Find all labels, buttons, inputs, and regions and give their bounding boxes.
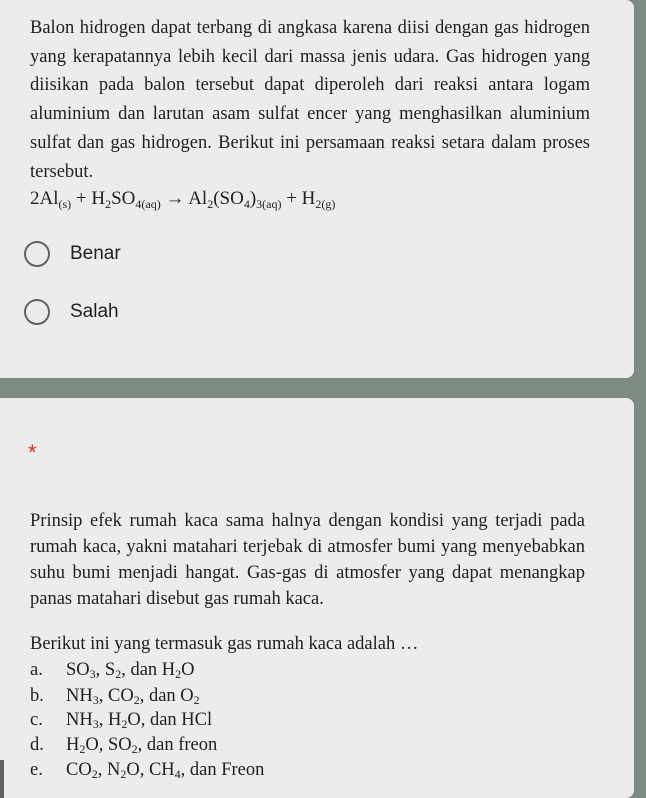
choice-c: c. $NH_3$, $H_2O$, dan HCl — [30, 710, 213, 731]
question-2-text: Prinsip efek rumah kaca sama halnya dengan kondisi yang terjadi pada rumah kaca, yakni matahari terjebak di atmosfer bumi yang menyebabkan suhu bumi menjadi hangat. Gas-gas di atmosfer yang dapat menangkap panas matahari disebut gas rumah kaca. — [30, 511, 585, 609]
question-2-lead: Berikut ini yang termasuk gas rumah kaca adalah … — [30, 634, 419, 654]
reaction-equation: $2Al_{(s)} + H_2SO_{4(aq)} \to Al_2(SO_4)_{3(aq)} + H_{2(g)}$ — [30, 188, 336, 211]
option-benar[interactable] — [24, 239, 121, 269]
choice-e: e. $CO_2$, $N_2O$, $CH_4$, dan Freon — [30, 760, 265, 781]
radio-benar[interactable] — [24, 241, 50, 267]
choice-a: a. $SO_3$, $S_2$, dan $H_2O$ — [30, 660, 195, 681]
question-card-1 — [0, 0, 634, 378]
option-salah[interactable] — [24, 297, 119, 327]
radio-salah[interactable] — [24, 299, 50, 325]
option-salah-label: Salah — [70, 301, 119, 322]
left-edge-bar — [0, 760, 4, 798]
required-marker: * — [28, 440, 37, 465]
choice-d: d. $H_2O$, $SO_2$, dan freon — [30, 735, 218, 756]
question-1-text: Balon hidrogen dapat terbang di angkasa karena diisi dengan gas hidrogen yang kerapatannya lebih kecil dari massa jenis udara. Gas hidrogen yang diisikan pada balon tersebut dapat diperoleh dari reaksi antara logam aluminium dan larutan asam sulfat encer yang menghasilkan aluminium sulfat dan gas hidrogen. Berikut ini persamaan reaksi setara dalam proses tersebut. — [30, 18, 590, 182]
option-benar-label: Benar — [70, 243, 121, 264]
choice-b: b. $NH_3$, $CO_2$, dan $O_2$ — [30, 686, 200, 707]
